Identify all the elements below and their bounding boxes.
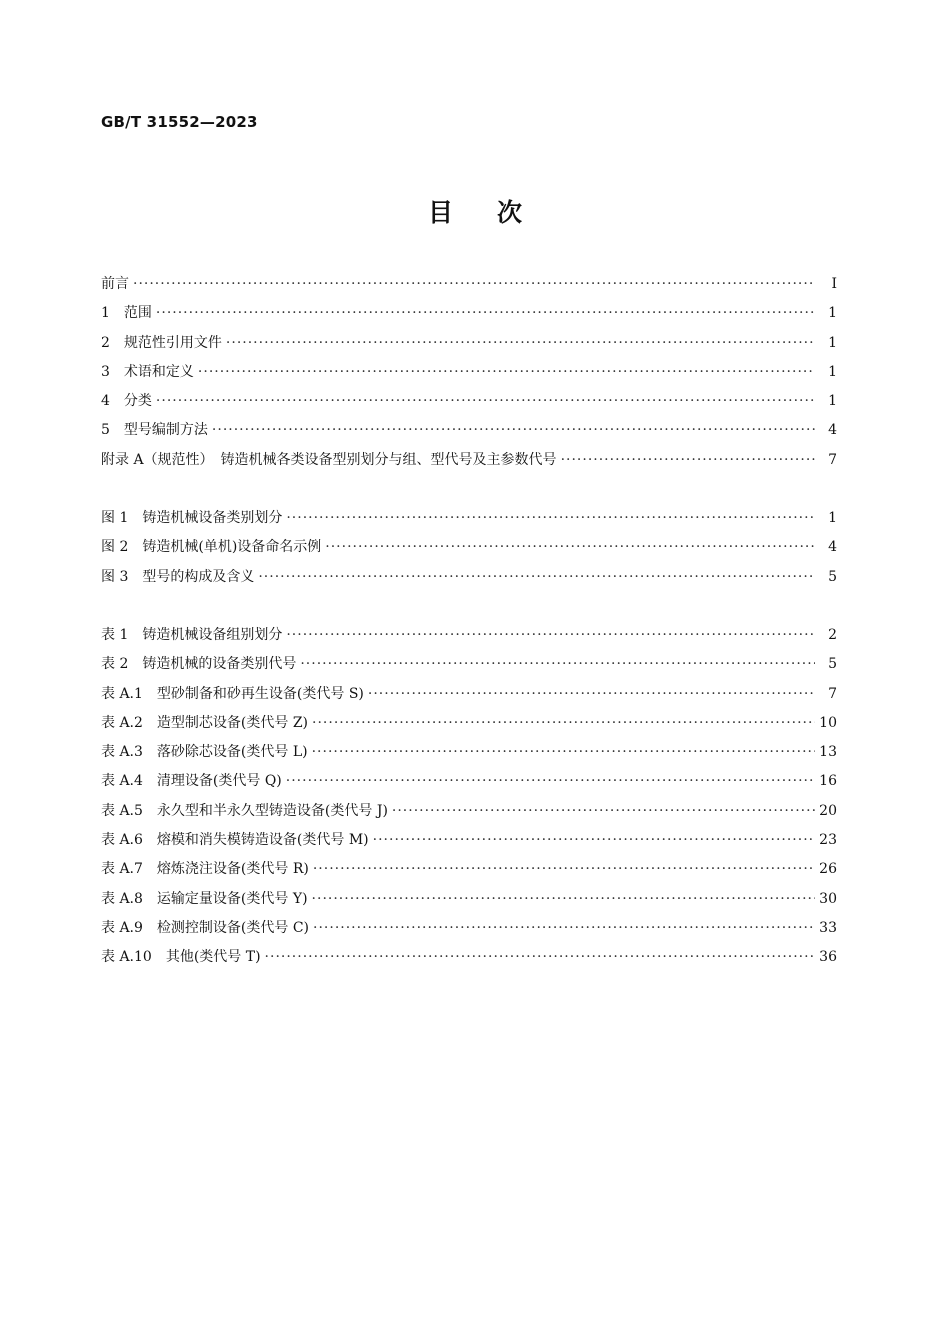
- toc-entry-page: 10: [819, 714, 837, 731]
- toc-entry-label: 表 A.6 熔模和消失模铸造设备(类代号 M): [101, 832, 369, 849]
- toc-entry-table-1[interactable]: [101, 621, 837, 650]
- standard-number: GB/T 31552—2023: [101, 113, 258, 131]
- toc-entry-page: Ⅰ: [831, 276, 837, 292]
- toc-entry-label: 表 1 铸造机械设备组别划分: [101, 626, 283, 643]
- toc-entry-label: 表 A.5 永久型和半永久型铸造设备(类代号 J): [101, 802, 388, 819]
- toc-entry-page: 26: [819, 861, 837, 878]
- toc-entry-page: 1: [828, 393, 837, 410]
- leader-dots: [312, 709, 815, 738]
- toc-entry-figure-1[interactable]: [101, 504, 837, 533]
- leader-dots: [156, 299, 815, 328]
- toc-entry-label: 表 A.4 清理设备(类代号 Q): [101, 773, 282, 790]
- toc-entry-label: 图 1 铸造机械设备类别划分: [101, 510, 283, 527]
- toc-entry-page: 23: [819, 832, 837, 849]
- leader-dots: [286, 621, 815, 650]
- toc-entry-page: 1: [828, 305, 837, 322]
- leader-dots: [312, 738, 815, 767]
- toc-entry-terms[interactable]: [101, 358, 837, 387]
- toc-entry-table-a3[interactable]: [101, 738, 837, 767]
- toc-entry-label: 图 3 型号的构成及含义: [101, 568, 255, 585]
- toc-entry-page: 36: [819, 949, 837, 966]
- leader-dots: [313, 914, 815, 943]
- toc-entry-label: 前言: [101, 276, 129, 292]
- toc-entry-table-a8[interactable]: [101, 885, 837, 914]
- leader-dots: [368, 680, 815, 709]
- toc-entry-table-a6[interactable]: [101, 826, 837, 855]
- toc-entry-label: 3 术语和定义: [101, 363, 194, 380]
- toc-entry-figure-3[interactable]: [101, 563, 837, 592]
- toc-entry-page: 5: [828, 568, 837, 585]
- toc-entry-table-a9[interactable]: [101, 914, 837, 943]
- toc-entry-table-a2[interactable]: [101, 709, 837, 738]
- toc-entry-preface[interactable]: [101, 270, 837, 299]
- toc-entry-table-a7[interactable]: [101, 855, 837, 884]
- toc-entry-label: 表 A.8 运输定量设备(类代号 Y): [101, 890, 308, 907]
- toc-entry-page: 4: [828, 422, 837, 439]
- leader-dots: [265, 943, 815, 972]
- toc-entry-table-a10[interactable]: [101, 943, 837, 972]
- leader-dots: [300, 650, 815, 679]
- toc-entry-figure-2[interactable]: [101, 533, 837, 562]
- toc-main-group: [101, 270, 837, 475]
- toc-entry-label: 4 分类: [101, 393, 152, 410]
- leader-dots: [286, 767, 815, 796]
- page-title: 目次: [427, 198, 566, 227]
- toc-entry-page: 1: [828, 363, 837, 380]
- toc-entry-page: 16: [819, 773, 837, 790]
- toc-entry-label: 图 2 铸造机械(单机)设备命名示例: [101, 539, 322, 556]
- toc-entry-label: 表 A.9 检测控制设备(类代号 C): [101, 919, 310, 936]
- leader-dots: [325, 533, 815, 562]
- table-of-contents: [101, 270, 837, 973]
- toc-entry-normative-references[interactable]: [101, 329, 837, 358]
- toc-entry-label: 表 A.10 其他(类代号 T): [101, 949, 261, 966]
- toc-entry-label: 5 型号编制方法: [101, 422, 208, 439]
- toc-entry-page: 2: [828, 626, 837, 643]
- toc-figures-group: [101, 504, 837, 592]
- leader-dots: [286, 504, 815, 533]
- toc-entry-label: 表 2 铸造机械的设备类别代号: [101, 656, 297, 673]
- toc-entry-table-a4[interactable]: [101, 767, 837, 796]
- toc-entry-model-method[interactable]: [101, 416, 837, 445]
- leader-dots: [561, 446, 815, 475]
- toc-entry-page: 7: [828, 451, 837, 468]
- toc-entry-label: 表 A.3 落砂除芯设备(类代号 L): [101, 744, 308, 761]
- toc-entry-classification[interactable]: [101, 387, 837, 416]
- leader-dots: [373, 826, 815, 855]
- toc-entry-page: 30: [819, 890, 837, 907]
- leader-dots: [313, 855, 815, 884]
- leader-dots: [133, 270, 815, 299]
- toc-entry-page: 33: [819, 919, 837, 936]
- toc-entry-page: 1: [828, 510, 837, 527]
- leader-dots: [392, 797, 815, 826]
- toc-entry-table-a5[interactable]: [101, 797, 837, 826]
- toc-entry-table-2[interactable]: [101, 650, 837, 679]
- toc-entry-table-a1[interactable]: [101, 680, 837, 709]
- leader-dots: [212, 416, 815, 445]
- toc-entry-page: 4: [828, 539, 837, 556]
- toc-entry-label: 附录 A（规范性） 铸造机械各类设备型别划分与组、型代号及主参数代号: [101, 451, 557, 468]
- toc-entry-annex-a[interactable]: [101, 446, 837, 475]
- toc-entry-page: 13: [819, 744, 837, 761]
- toc-entry-page: 20: [819, 802, 837, 819]
- toc-entry-page: 1: [828, 334, 837, 351]
- toc-entry-label: 表 A.7 熔炼浇注设备(类代号 R): [101, 861, 309, 878]
- toc-tables-group: [101, 621, 837, 973]
- toc-entry-label: 2 规范性引用文件: [101, 334, 222, 351]
- leader-dots: [258, 563, 815, 592]
- leader-dots: [226, 329, 815, 358]
- toc-entry-page: 5: [828, 656, 837, 673]
- leader-dots: [156, 387, 815, 416]
- leader-dots: [198, 358, 815, 387]
- toc-entry-label: 表 A.2 造型制芯设备(类代号 Z): [101, 714, 309, 731]
- toc-entry-label: 1 范围: [101, 305, 152, 322]
- leader-dots: [312, 885, 815, 914]
- toc-entry-label: 表 A.1 型砂制备和砂再生设备(类代号 S): [101, 685, 364, 702]
- toc-entry-page: 7: [828, 685, 837, 702]
- toc-entry-scope[interactable]: [101, 299, 837, 328]
